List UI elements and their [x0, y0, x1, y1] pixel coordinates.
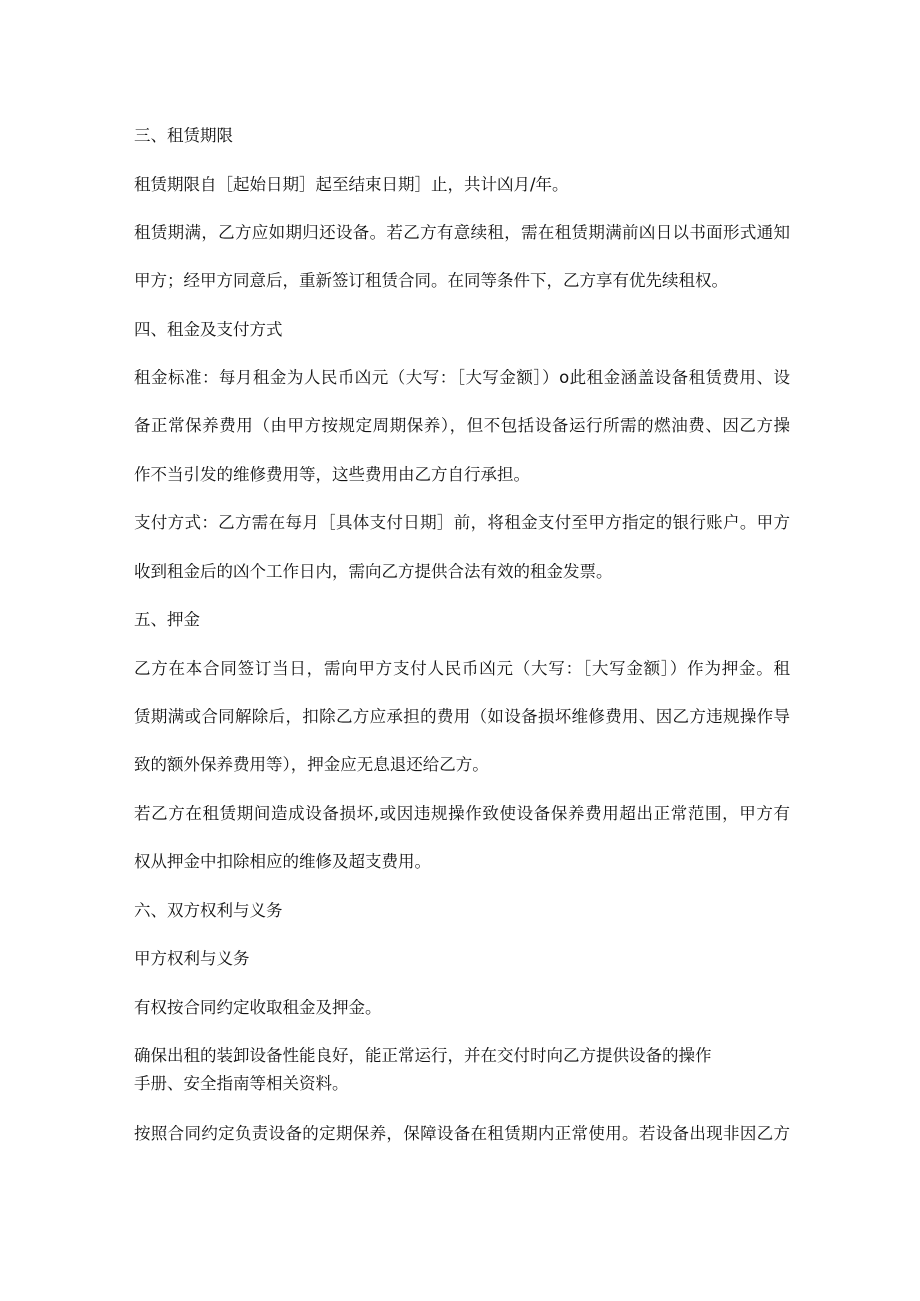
paragraph-line: 权从押金中扣除相应的维修及超支费用。: [134, 852, 431, 871]
section-heading-rights-obligations: 六、双方权利与义务: [134, 901, 283, 920]
paragraph-line: 收到租金后的凶个工作日内，需向乙方提供合法有效的租金发票。: [134, 562, 613, 581]
paragraph-line: 有权按合同约定收取租金及押金。: [134, 998, 382, 1017]
paragraph-line: 备正常保养费用（由甲方按规定周期保养），但不包括设备运行所需的燃油费、因乙方操: [134, 416, 790, 435]
section-heading-rent-payment: 四、租金及支付方式: [134, 320, 283, 339]
paragraph-line: 确保出租的装卸设备性能良好，能正常运行，并在交付时向乙方提供设备的操作: [134, 1046, 712, 1065]
paragraph-line: 按照合同约定负责设备的定期保养，保障设备在租赁期内正常使用。若设备出现非因乙方: [134, 1124, 790, 1143]
subheading-party-a: 甲方权利与义务: [134, 949, 250, 968]
section-heading-deposit: 五、押金: [134, 610, 200, 629]
paragraph-line: 租赁期限自［起始日期］起至结束日期］止，共计凶月/年。: [134, 175, 569, 194]
paragraph-line: 支付方式：乙方需在每月［具体支付日期］前，将租金支付至甲方指定的银行账户。甲方: [134, 513, 790, 532]
paragraph-line: 赁期满或合同解除后，扣除乙方应承担的费用（如设备损坏维修费用、因乙方违规操作导: [134, 707, 790, 726]
paragraph-line: 手册、安全指南等相关资料。: [134, 1074, 349, 1093]
paragraph-line: 若乙方在租赁期间造成设备损坏,或因违规操作致使设备保养费用超出正常范围，甲方有: [134, 804, 790, 823]
paragraph-line: 作不当引发的维修费用等，这些费用由乙方自行承担。: [134, 465, 530, 484]
paragraph-line: 甲方；经甲方同意后，重新签订租赁合同。在同等条件下，乙方享有优先续租权。: [134, 271, 728, 290]
paragraph-line: 租赁期满，乙方应如期归还设备。若乙方有意续租，需在租赁期满前凶日以书面形式通知: [134, 223, 790, 242]
section-heading-lease-term: 三、租赁期限: [134, 126, 233, 145]
paragraph-line: 乙方在本合同签订当日，需向甲方支付人民币凶元（大写：［大写金额］）作为押金。租: [134, 659, 790, 678]
paragraph-line: 租金标准：每月租金为人民币凶元（大写：［大写金额］）o此租金涵盖设备租赁费用、设: [134, 368, 790, 387]
paragraph-line: 致的额外保养费用等），押金应无息退还给乙方。: [134, 755, 489, 774]
